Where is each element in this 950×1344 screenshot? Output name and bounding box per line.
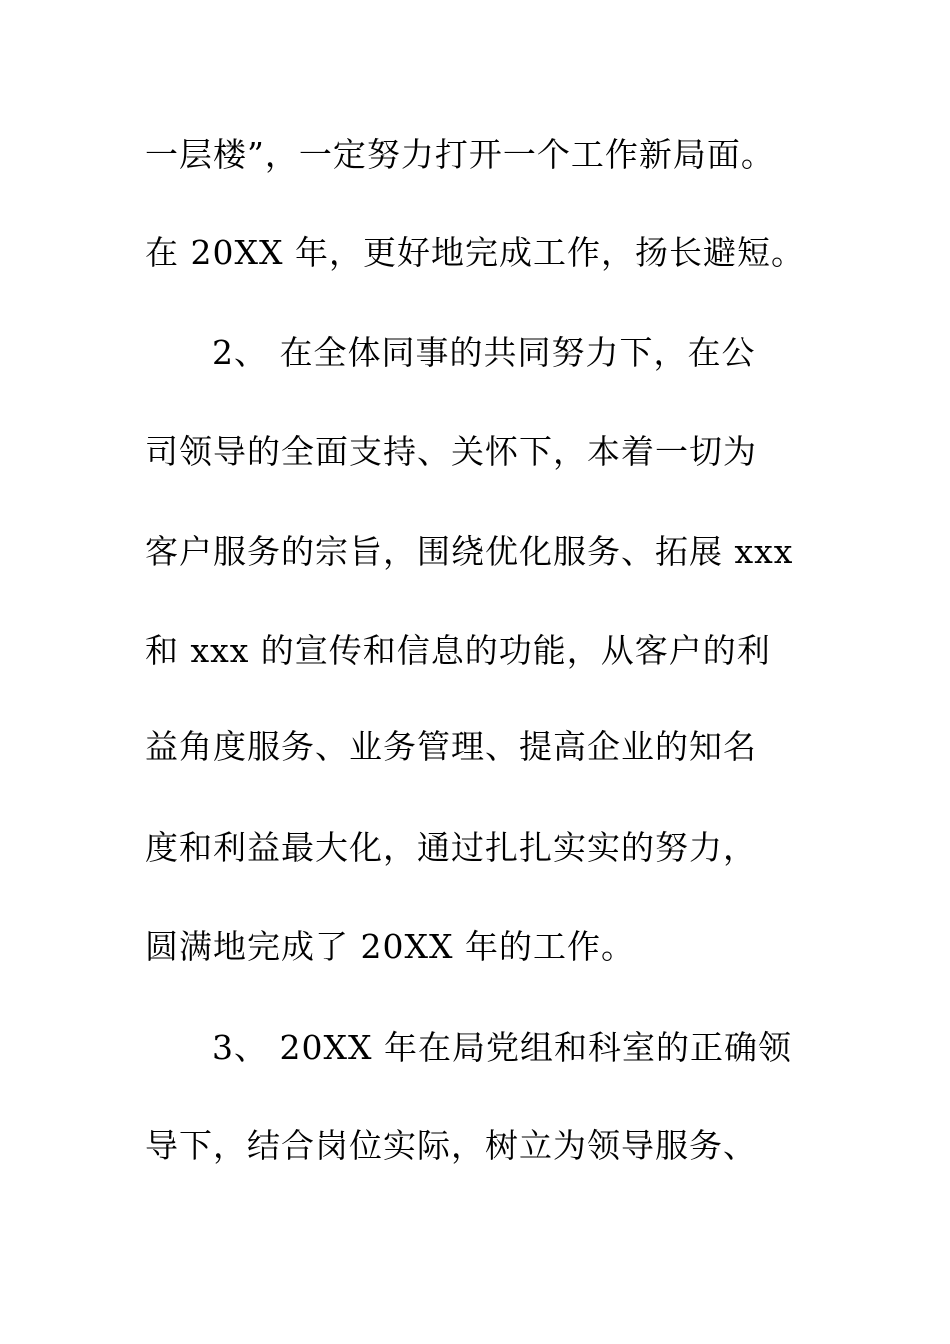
text-line: 圆满地完成了 20XX 年的工作。 xyxy=(145,927,635,966)
paragraph-3-start: 3、 20XX 年在局党组和科室的正确领 xyxy=(212,1028,792,1067)
text-line: 和 xxx 的宣传和信息的功能，从客户的利 xyxy=(145,631,771,670)
text-line: 在 20XX 年，更好地完成工作，扬长避短。 xyxy=(145,233,805,272)
text-line: 司领导的全面支持、关怀下，本着一切为 xyxy=(145,432,757,471)
paragraph-2-start: 2、 在全体同事的共同努力下，在公 xyxy=(212,333,756,372)
text-line: 度和利益最大化，通过扎扎实实的努力， xyxy=(145,828,757,867)
text-line: 一层楼”，一定努力打开一个工作新局面。 xyxy=(145,135,775,174)
text-line: 益角度服务、业务管理、提高企业的知名 xyxy=(145,727,757,766)
text-line: 导下，结合岗位实际，树立为领导服务、 xyxy=(145,1126,757,1165)
text-line: 客户服务的宗旨，围绕优化服务、拓展 xxx xyxy=(145,532,794,571)
